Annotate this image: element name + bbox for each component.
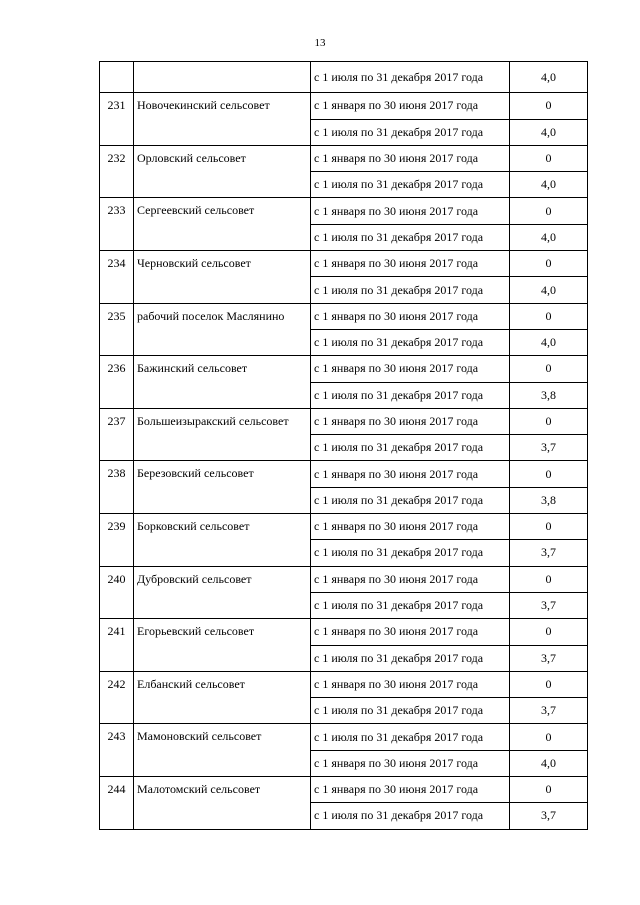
period-cell: с 1 января по 30 июня 2017 года <box>311 750 510 776</box>
municipality-name-cell: Борковский сельсовет <box>134 514 311 567</box>
rate-value-cell: 3,7 <box>510 645 588 671</box>
table-row <box>100 62 588 93</box>
table-row <box>100 198 588 224</box>
rate-value-cell: 4,0 <box>510 172 588 198</box>
rate-value-cell: 0 <box>510 777 588 803</box>
table-row <box>100 303 588 329</box>
rate-value-cell: 0 <box>510 303 588 329</box>
municipality-name-cell: рабочий поселок Маслянино <box>134 303 311 356</box>
period-cell: с 1 июля по 31 декабря 2017 года <box>311 382 510 408</box>
municipality-name-cell: Черновский сельсовет <box>134 251 311 304</box>
rate-value-cell: 4,0 <box>510 62 588 93</box>
rates-table-body <box>100 62 588 830</box>
rate-value-cell: 4,0 <box>510 329 588 355</box>
period-cell: с 1 января по 30 июня 2017 года <box>311 408 510 434</box>
table-row <box>100 566 588 592</box>
rate-value-cell: 0 <box>510 145 588 171</box>
table-row <box>100 724 588 750</box>
period-cell: с 1 июля по 31 декабря 2017 года <box>311 119 510 145</box>
period-cell: с 1 января по 30 июня 2017 года <box>311 671 510 697</box>
table-row <box>100 671 588 697</box>
municipality-name-cell: Березовский сельсовет <box>134 461 311 514</box>
period-cell: с 1 января по 30 июня 2017 года <box>311 461 510 487</box>
period-cell: с 1 января по 30 июня 2017 года <box>311 198 510 224</box>
period-cell: с 1 июля по 31 декабря 2017 года <box>311 698 510 724</box>
municipality-name-cell: Егорьевский сельсовет <box>134 619 311 672</box>
period-cell: с 1 июля по 31 декабря 2017 года <box>311 487 510 513</box>
municipality-name-cell: Большеизыракский сельсовет <box>134 408 311 461</box>
period-cell: с 1 января по 30 июня 2017 года <box>311 303 510 329</box>
municipality-name-cell: Малотомский сельсовет <box>134 777 311 830</box>
municipality-name-cell: Дубровский сельсовет <box>134 566 311 619</box>
rate-value-cell: 0 <box>510 461 588 487</box>
row-number-cell: 232 <box>100 145 134 198</box>
rate-value-cell: 0 <box>510 514 588 540</box>
rates-table <box>99 61 588 830</box>
rate-value-cell: 4,0 <box>510 750 588 776</box>
municipality-name-cell: Орловский сельсовет <box>134 145 311 198</box>
period-cell: с 1 января по 30 июня 2017 года <box>311 93 510 119</box>
municipality-name-cell: Елбанский сельсовет <box>134 671 311 724</box>
period-cell: с 1 июля по 31 декабря 2017 года <box>311 224 510 250</box>
rate-value-cell: 4,0 <box>510 224 588 250</box>
rate-value-cell: 0 <box>510 356 588 382</box>
rate-value-cell: 0 <box>510 251 588 277</box>
period-cell: с 1 января по 30 июня 2017 года <box>311 514 510 540</box>
rate-value-cell: 0 <box>510 619 588 645</box>
period-cell: с 1 января по 30 июня 2017 года <box>311 619 510 645</box>
municipality-name-cell: Новочекинский сельсовет <box>134 93 311 146</box>
period-cell: с 1 июля по 31 декабря 2017 года <box>311 62 510 93</box>
period-cell: с 1 января по 30 июня 2017 года <box>311 251 510 277</box>
period-cell: с 1 июля по 31 декабря 2017 года <box>311 645 510 671</box>
rate-value-cell: 0 <box>510 724 588 750</box>
row-number-cell: 236 <box>100 356 134 409</box>
period-cell: с 1 июля по 31 декабря 2017 года <box>311 724 510 750</box>
rate-value-cell: 0 <box>510 93 588 119</box>
period-cell: с 1 января по 30 июня 2017 года <box>311 566 510 592</box>
municipality-name-cell: Бажинский сельсовет <box>134 356 311 409</box>
rate-value-cell: 0 <box>510 671 588 697</box>
rate-value-cell: 3,7 <box>510 592 588 618</box>
row-number-cell: 238 <box>100 461 134 514</box>
period-cell: с 1 января по 30 июня 2017 года <box>311 777 510 803</box>
rate-value-cell: 3,7 <box>510 698 588 724</box>
row-number-cell: 241 <box>100 619 134 672</box>
row-number-cell: 240 <box>100 566 134 619</box>
municipality-name-cell <box>134 62 311 93</box>
period-cell: с 1 июля по 31 декабря 2017 года <box>311 172 510 198</box>
row-number-cell: 235 <box>100 303 134 356</box>
row-number-cell: 239 <box>100 514 134 567</box>
table-row <box>100 461 588 487</box>
table-row <box>100 514 588 540</box>
period-cell: с 1 января по 30 июня 2017 года <box>311 356 510 382</box>
table-row <box>100 356 588 382</box>
period-cell: с 1 июля по 31 декабря 2017 года <box>311 435 510 461</box>
table-row <box>100 145 588 171</box>
row-number-cell: 237 <box>100 408 134 461</box>
rate-value-cell: 4,0 <box>510 119 588 145</box>
rate-value-cell: 3,7 <box>510 540 588 566</box>
period-cell: с 1 июля по 31 декабря 2017 года <box>311 803 510 829</box>
period-cell: с 1 июля по 31 декабря 2017 года <box>311 540 510 566</box>
rate-value-cell: 3,7 <box>510 435 588 461</box>
municipality-name-cell: Мамоновский сельсовет <box>134 724 311 777</box>
table-row <box>100 777 588 803</box>
period-cell: с 1 июля по 31 декабря 2017 года <box>311 277 510 303</box>
period-cell: с 1 июля по 31 декабря 2017 года <box>311 329 510 355</box>
row-number-cell: 234 <box>100 251 134 304</box>
municipality-name-cell: Сергеевский сельсовет <box>134 198 311 251</box>
rate-value-cell: 3,8 <box>510 382 588 408</box>
row-number-cell: 244 <box>100 777 134 830</box>
period-cell: с 1 января по 30 июня 2017 года <box>311 145 510 171</box>
table-row <box>100 408 588 434</box>
row-number-cell <box>100 62 134 93</box>
row-number-cell: 242 <box>100 671 134 724</box>
table-row <box>100 251 588 277</box>
rate-value-cell: 0 <box>510 408 588 434</box>
rate-value-cell: 0 <box>510 566 588 592</box>
table-row <box>100 93 588 119</box>
row-number-cell: 243 <box>100 724 134 777</box>
rate-value-cell: 3,8 <box>510 487 588 513</box>
table-row <box>100 619 588 645</box>
rate-value-cell: 3,7 <box>510 803 588 829</box>
rate-value-cell: 4,0 <box>510 277 588 303</box>
row-number-cell: 233 <box>100 198 134 251</box>
row-number-cell: 231 <box>100 93 134 146</box>
page-number: 13 <box>314 37 326 49</box>
rate-value-cell: 0 <box>510 198 588 224</box>
period-cell: с 1 июля по 31 декабря 2017 года <box>311 592 510 618</box>
